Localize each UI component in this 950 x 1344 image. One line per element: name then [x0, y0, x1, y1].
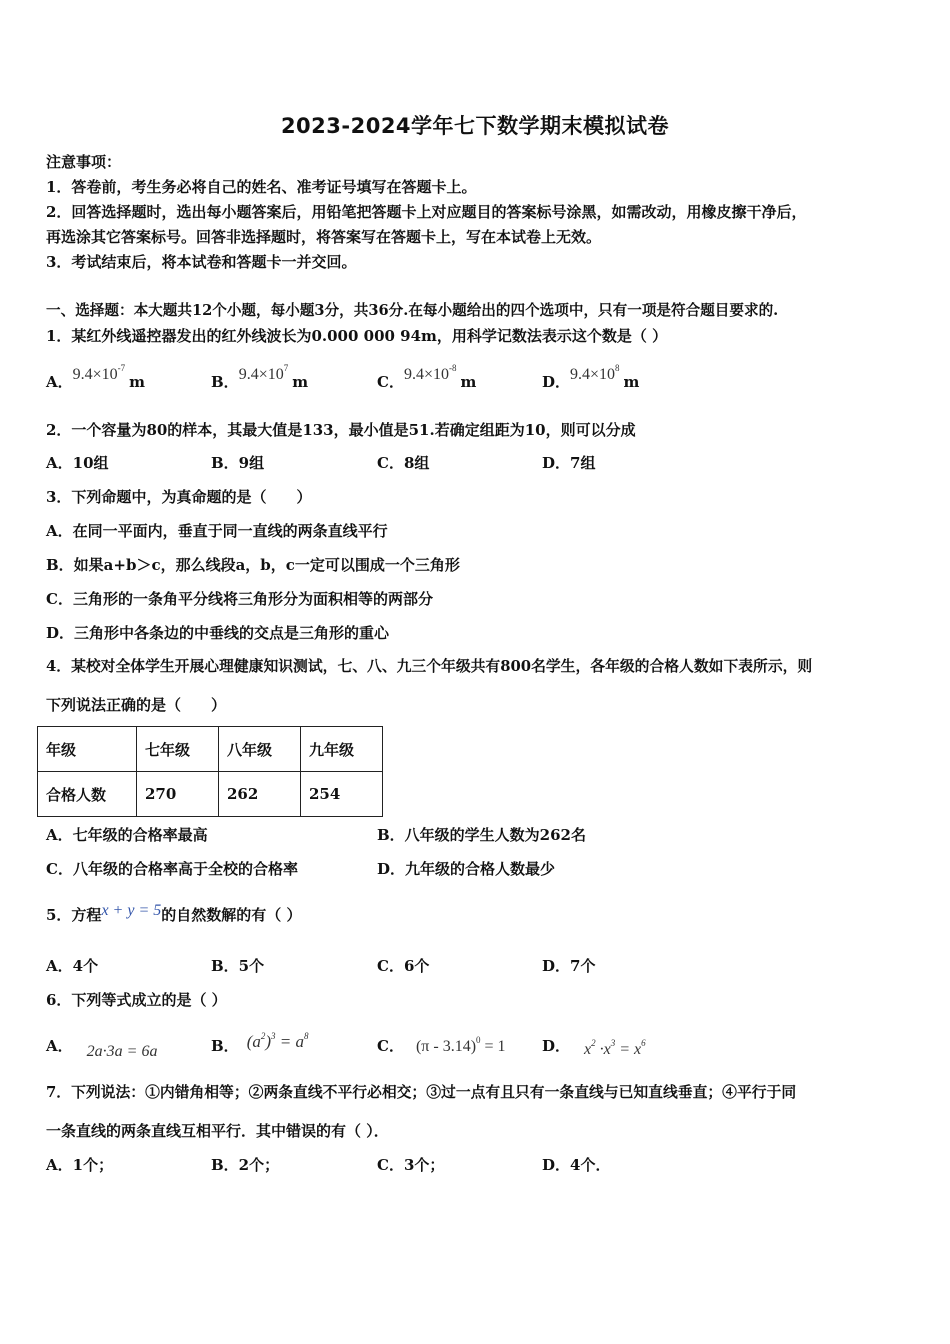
- section-one-heading: 一、选择题：本大题共12个小题，每小题3分，共36分.在每小题给出的四个选项中，只有一项是符合题目要求的.: [46, 302, 779, 319]
- math-part: (a: [246, 1032, 261, 1051]
- q3-option-d: D．三角形中各条边的中垂线的交点是三角形的重心: [46, 624, 390, 642]
- math-exponent: 3: [271, 1031, 276, 1041]
- table-cell: 九年级: [301, 727, 383, 772]
- question-3-stem: 3．下列命题中，为真命题的是（ ）: [46, 488, 312, 506]
- q6-option-b: [211, 1031, 309, 1056]
- q6-option-a: [46, 1036, 158, 1060]
- math-expression: [415, 1035, 506, 1055]
- q4-option-a: A．七年级的合格率最高: [46, 826, 208, 844]
- math-expression: 2a·3a = 6a: [86, 1043, 158, 1060]
- unit: m: [292, 373, 309, 391]
- stem-prefix: 5．方程: [46, 906, 102, 924]
- table-cell: 270: [137, 772, 219, 817]
- q3-option-b: B．如果a+b＞c，那么线段a，b，c一定可以围成一个三角形: [46, 556, 460, 574]
- table-cell: 262: [219, 772, 301, 817]
- option-label: D．: [542, 373, 571, 391]
- notes-heading: 注意事项：: [46, 153, 122, 171]
- math-part: (π - 3.14): [415, 1038, 477, 1055]
- math-part: = a: [275, 1032, 305, 1051]
- note-item-2b: 再选涂其它答案标号。回答非选择题时，将答案写在答题卡上，写在本试卷上无效。: [46, 228, 602, 246]
- table-cell: 254: [301, 772, 383, 817]
- q7-option-c: C．3个；: [377, 1156, 445, 1174]
- math-exponent: -7: [117, 363, 126, 373]
- math-exponent: 8: [615, 363, 620, 373]
- option-label: A．: [46, 373, 73, 391]
- q3-option-c: C．三角形的一条角平分线将三角形分为面积相等的两部分: [46, 590, 433, 608]
- table-cell: 年级: [38, 727, 137, 772]
- option-label: C．: [377, 373, 404, 391]
- q7-option-b: B．2个；: [211, 1156, 280, 1174]
- question-6-stem: 6．下列等式成立的是（ ）: [46, 991, 227, 1009]
- math-expression: [570, 363, 620, 383]
- math-part: = 1: [480, 1038, 506, 1055]
- math-exponent: 3: [610, 1038, 616, 1048]
- exam-title: 2023-2024学年七下数学期末模拟试卷: [280, 114, 670, 138]
- table-row: [38, 772, 383, 817]
- q3-option-a: A．在同一平面内，垂直于同一直线的两条直线平行: [46, 522, 388, 540]
- math-part: ): [265, 1032, 272, 1051]
- table-header-row: [38, 727, 383, 772]
- math-exponent: 7: [283, 363, 289, 373]
- pass-count-table: [37, 726, 383, 817]
- table-cell: 合格人数: [38, 772, 137, 817]
- option-label: C．: [377, 1037, 404, 1055]
- math-exponent: 2: [591, 1038, 596, 1048]
- q1-option-d: [542, 363, 640, 391]
- q5-option-a: A．4个: [46, 957, 99, 975]
- question-1-stem: 1．某红外线遥控器发出的红外线波长为0.000 000 94m，用科学记数法表示这个数是（ ）: [46, 327, 668, 345]
- math-part: x: [584, 1041, 592, 1058]
- q1-option-a: [46, 363, 146, 391]
- math-base: 9.4×10: [238, 366, 284, 383]
- math-exponent: 2: [260, 1031, 266, 1041]
- equation: x + y = 5: [101, 902, 162, 919]
- option-label: B．: [211, 1037, 239, 1055]
- math-base: 9.4×10: [403, 366, 449, 383]
- math-expression: [238, 363, 289, 383]
- math-base: 9.4×10: [570, 366, 616, 383]
- math-expression: [72, 363, 126, 383]
- question-7-stem-line1: 7．下列说法：①内错角相等；②两条直线不平行必相交；③过一点有且只有一条直线与已知直线垂直；④平行于同: [46, 1084, 797, 1101]
- q5-option-d: D．7个: [542, 957, 596, 975]
- question-4-stem-line2: 下列说法正确的是（ ）: [46, 696, 227, 714]
- q7-option-d: D．4个．: [542, 1156, 611, 1174]
- math-exponent: -8: [448, 363, 457, 373]
- table-cell: 七年级: [137, 727, 219, 772]
- math-part: ·x: [595, 1041, 611, 1058]
- q1-option-b: [211, 363, 309, 391]
- q5-option-c: C．6个: [377, 957, 430, 975]
- table-cell: 八年级: [219, 727, 301, 772]
- option-label: A．: [46, 1037, 73, 1055]
- stem-suffix: 的自然数解的有（ ）: [161, 906, 302, 924]
- question-5-stem: [46, 902, 302, 926]
- question-2-stem: 2．一个容量为80的样本，其最大值是133，最小值是51.若确定组距为10，则可以分成: [46, 421, 636, 439]
- math-exponent: 0: [476, 1035, 481, 1045]
- q2-option-b: B．9组: [211, 454, 265, 472]
- note-item-2a: 2．回答选择题时，选出每小题答案后，用铅笔把答题卡上对应题目的答案标号涂黑，如需改动，用橡皮擦干净后，: [46, 203, 807, 221]
- q4-option-c: C．八年级的合格率高于全校的合格率: [46, 860, 298, 878]
- note-item-1: 1．答卷前，考生务必将自己的姓名、准考证号填写在答题卡上。: [46, 178, 477, 196]
- q5-option-b: B．5个: [211, 957, 265, 975]
- question-7-stem-line2: 一条直线的两条直线互相平行．其中错误的有（ ）．: [46, 1122, 389, 1140]
- math-part: = x: [615, 1041, 642, 1058]
- q2-option-d: D．7组: [542, 454, 596, 472]
- math-base: 9.4×10: [72, 366, 118, 383]
- question-4-stem-line1: 4．某校对全体学生开展心理健康知识测试，七、八、九三个年级共有800名学生，各年级的合格人数如下表所示，则: [46, 658, 813, 675]
- q7-option-a: A．1个；: [46, 1156, 114, 1174]
- q4-option-d: D．九年级的合格人数最少: [377, 860, 556, 878]
- q4-option-b: B．八年级的学生人数为262名: [377, 826, 586, 844]
- q6-option-d: [542, 1036, 646, 1057]
- math-exponent: 8: [304, 1031, 309, 1041]
- q2-option-c: C．8组: [377, 454, 430, 472]
- q6-option-c: [377, 1036, 506, 1057]
- math-expression: [584, 1038, 646, 1058]
- math-expression: [403, 363, 457, 383]
- unit: m: [129, 373, 146, 391]
- unit: m: [623, 373, 640, 391]
- q1-option-c: [377, 363, 477, 391]
- option-label: B．: [211, 373, 239, 391]
- math-exponent: 6: [641, 1038, 646, 1048]
- math-expression: [247, 1032, 309, 1051]
- note-item-3: 3．考试结束后，将本试卷和答题卡一并交回。: [46, 253, 357, 271]
- option-label: D．: [542, 1037, 571, 1055]
- q2-option-a: A．10组: [46, 454, 109, 472]
- unit: m: [460, 373, 477, 391]
